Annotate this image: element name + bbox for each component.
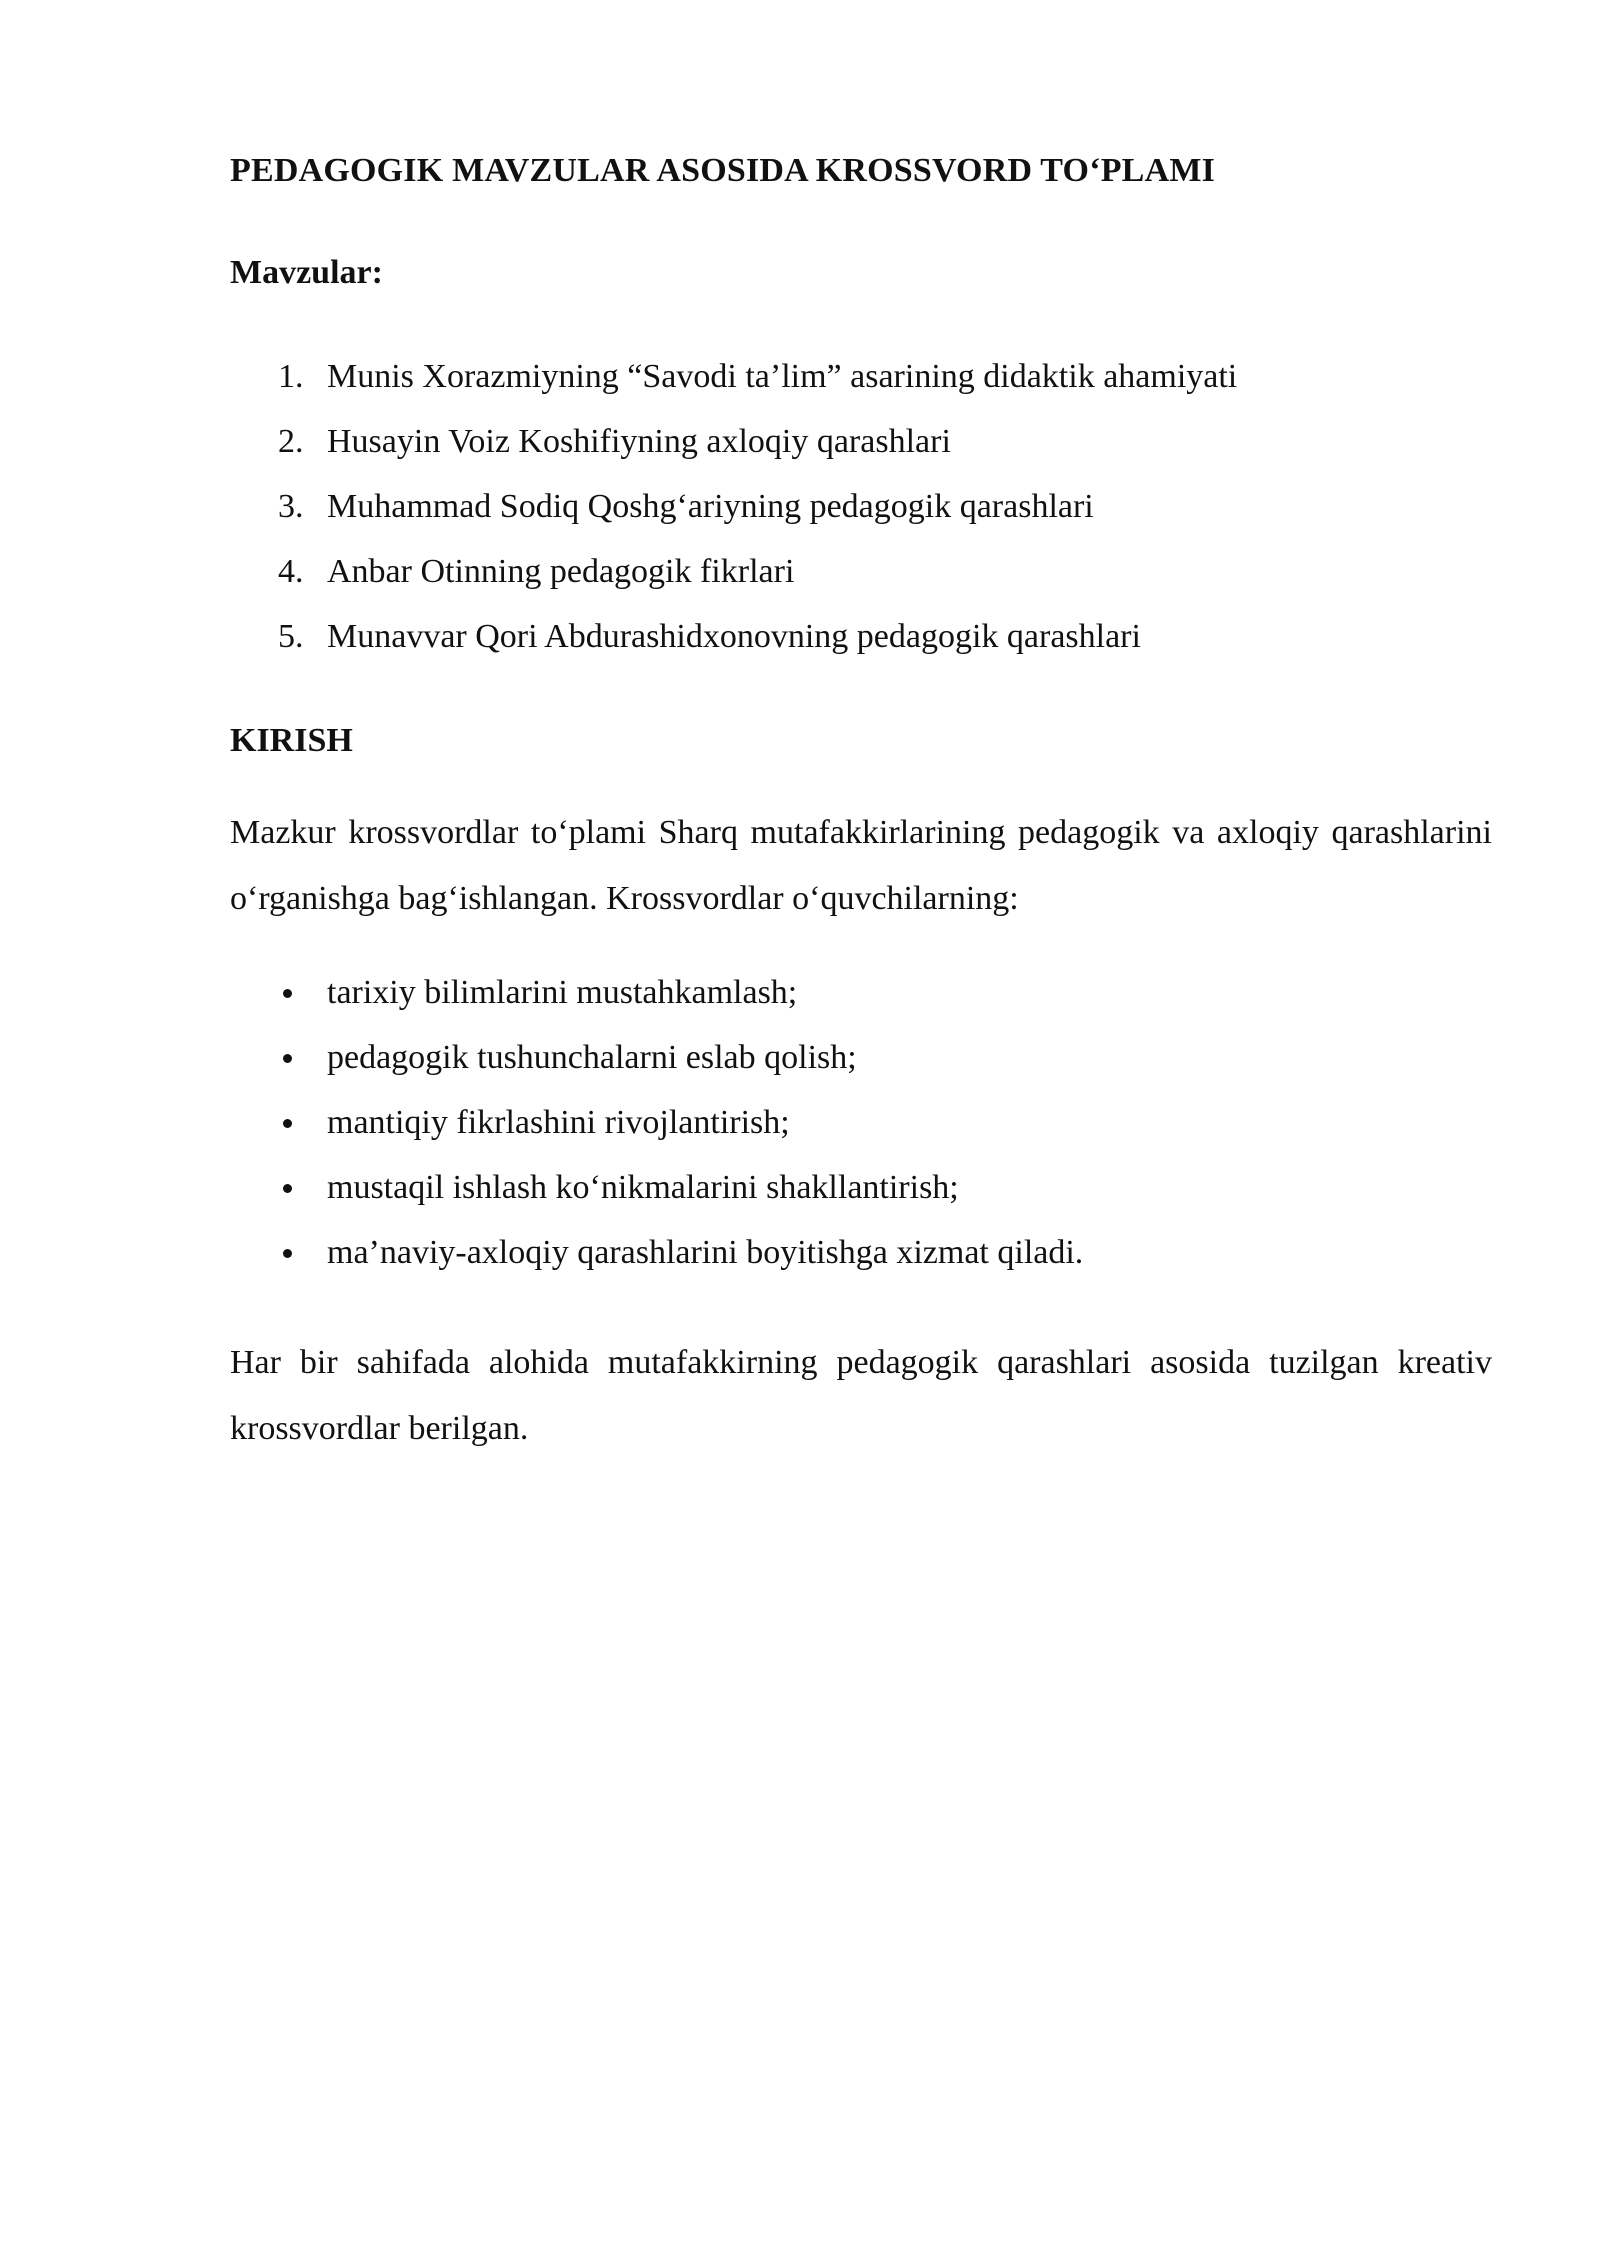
list-item — [230, 422, 1237, 487]
list-item-text: pedagogik tushunchalarni eslab qolish; — [327, 1039, 857, 1076]
list-number: 1. — [278, 358, 304, 395]
topics-list — [230, 357, 1237, 682]
bullet-icon — [283, 1119, 292, 1128]
document-title: PEDAGOGIK MAVZULAR ASOSIDA KROSSVORD TO‘PLAMI — [230, 152, 1216, 189]
list-item-text: mantiqiy fikrlashini rivojlantirish; — [327, 1104, 790, 1141]
list-item — [230, 1038, 1083, 1103]
list-item-text: Munavvar Qori Abdurashidxonovning pedagogik qarashlari — [327, 618, 1141, 655]
list-item-text: mustaqil ishlash ko‘nikmalarini shakllantirish; — [327, 1169, 959, 1206]
list-item — [230, 617, 1237, 682]
list-item — [230, 357, 1237, 422]
list-item — [230, 487, 1237, 552]
list-item-text: Anbar Otinning pedagogik fikrlari — [327, 553, 795, 590]
list-number: 5. — [278, 618, 304, 655]
list-item-text: ma’naviy-axloqiy qarashlarini boyitishga xizmat qiladi. — [327, 1234, 1084, 1271]
list-item — [230, 1168, 1083, 1233]
intro-paragraph: Mazkur krossvordlar to‘plami Sharq mutafakkirlarining pedagogik va axloqiy qarashlarini o‘rganishga bag‘ishlangan. Krossvordlar o‘quvchilarning: — [230, 814, 1492, 917]
bullet-icon — [283, 989, 292, 998]
list-item — [230, 973, 1083, 1038]
list-number: 2. — [278, 423, 304, 460]
list-item-text: Muhammad Sodiq Qoshg‘ariyning pedagogik qarashlari — [327, 488, 1094, 525]
list-number: 4. — [278, 553, 304, 590]
list-item-text: Munis Xorazmiyning “Savodi ta’lim” asarining didaktik ahamiyati — [327, 358, 1238, 395]
list-item — [230, 1103, 1083, 1168]
list-item-text: Husayin Voiz Koshifiyning axloqiy qarashlari — [327, 423, 951, 460]
list-item — [230, 1233, 1083, 1298]
list-item-text: tarixiy bilimlarini mustahkamlash; — [327, 974, 798, 1011]
bullet-icon — [283, 1249, 292, 1258]
list-item — [230, 552, 1237, 617]
bullet-icon — [283, 1184, 292, 1193]
topics-heading: Mavzular: — [230, 254, 383, 291]
list-number: 3. — [278, 488, 304, 525]
intro-heading: KIRISH — [230, 722, 353, 759]
bullet-icon — [283, 1054, 292, 1063]
goals-list — [230, 973, 1083, 1298]
closing-paragraph: Har bir sahifada alohida mutafakkirning pedagogik qarashlari asosida tuzilgan kreativ krossvordlar berilgan. — [230, 1344, 1492, 1447]
